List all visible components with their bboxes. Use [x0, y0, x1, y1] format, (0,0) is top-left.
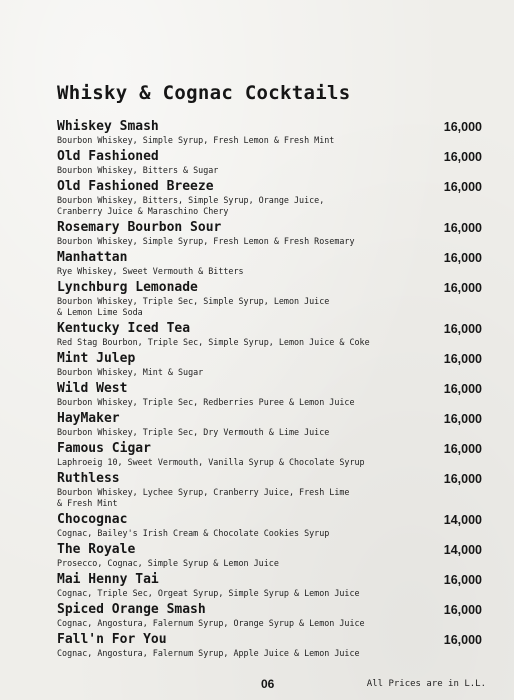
item-name: Manhattan	[57, 250, 128, 265]
item-name: HayMaker	[57, 411, 120, 426]
item-name: Spiced Orange Smash	[57, 602, 206, 617]
cocktail-list	[57, 118, 482, 661]
item-name: Kentucky Iced Tea	[57, 321, 191, 336]
page-number: 06	[261, 677, 275, 691]
item-description: & Fresh Mint	[57, 498, 118, 508]
item-price: 16,000	[443, 603, 482, 617]
item-description: Cranberry Juice & Maraschino Chery	[57, 206, 229, 216]
menu-item	[57, 249, 482, 277]
item-name: Old Fashioned Breeze	[57, 179, 214, 194]
item-description: Bourbon Whiskey, Triple Sec, Simple Syrup, Lemon Juice	[57, 296, 330, 306]
item-description: Cognac, Triple Sec, Orgeat Syrup, Simple Syrup & Lemon Juice	[57, 588, 360, 598]
item-description: Bourbon Whiskey, Simple Syrup, Fresh Lemon & Fresh Rosemary	[57, 236, 355, 246]
menu-item	[57, 380, 482, 408]
menu-item	[57, 148, 482, 176]
item-price: 16,000	[443, 221, 482, 235]
item-description: Bourbon Whiskey, Mint & Sugar	[57, 367, 204, 377]
price-note: All Prices are in L.L.	[366, 679, 486, 689]
item-name: Chocognac	[57, 512, 128, 527]
item-description: Bourbon Whiskey, Lychee Syrup, Cranberry Juice, Fresh Lime	[57, 487, 350, 497]
item-description: Red Stag Bourbon, Triple Sec, Simple Syrup, Lemon Juice & Coke	[57, 337, 370, 347]
item-description: Rye Whiskey, Sweet Vermouth & Bitters	[57, 266, 244, 276]
menu-item	[57, 350, 482, 378]
menu-item	[57, 219, 482, 247]
item-description: Bourbon Whiskey, Simple Syrup, Fresh Lemon & Fresh Mint	[57, 135, 335, 145]
item-price: 16,000	[443, 442, 482, 456]
menu-item	[57, 410, 482, 438]
item-price: 16,000	[443, 120, 482, 134]
menu-item	[57, 541, 482, 569]
item-price: 16,000	[443, 180, 482, 194]
item-price: 16,000	[443, 472, 482, 486]
item-price: 16,000	[443, 322, 482, 336]
item-price: 16,000	[443, 412, 482, 426]
item-price: 14,000	[443, 513, 482, 527]
item-price: 16,000	[443, 150, 482, 164]
item-description: Bourbon Whiskey, Bitters, Simple Syrup, Orange Juice,	[57, 195, 325, 205]
item-description: Prosecco, Cognac, Simple Syrup & Lemon Juice	[57, 558, 279, 568]
item-price: 16,000	[443, 382, 482, 396]
item-description: & Lemon Lime Soda	[57, 307, 143, 317]
item-name: Fall'n For You	[57, 632, 167, 647]
item-description: Cognac, Angostura, Falernum Syrup, Orange Syrup & Lemon Juice	[57, 618, 365, 628]
item-name: The Royale	[57, 542, 136, 557]
menu-item	[57, 631, 482, 659]
item-name: Wild West	[57, 381, 128, 396]
item-description: Laphroeig 10, Sweet Vermouth, Vanilla Syrup & Chocolate Syrup	[57, 457, 365, 467]
menu-item	[57, 440, 482, 468]
item-name: Mai Henny Tai	[57, 572, 159, 587]
item-description: Bourbon Whiskey, Triple Sec, Redberries Puree & Lemon Juice	[57, 397, 355, 407]
item-price: 16,000	[443, 251, 482, 265]
item-name: Lynchburg Lemonade	[57, 280, 198, 295]
menu-item	[57, 178, 482, 217]
item-price: 16,000	[443, 633, 482, 647]
menu-item	[57, 571, 482, 599]
menu-item	[57, 470, 482, 509]
item-description: Cognac, Bailey's Irish Cream & Chocolate Cookies Syrup	[57, 528, 330, 538]
menu-item	[57, 279, 482, 318]
item-price: 16,000	[443, 352, 482, 366]
item-name: Old Fashioned	[57, 149, 159, 164]
item-name: Ruthless	[57, 471, 120, 486]
item-description: Bourbon Whiskey, Triple Sec, Dry Vermouth & Lime Juice	[57, 427, 330, 437]
item-name: Mint Julep	[57, 351, 136, 366]
section-title: Whisky & Cognac Cocktails	[57, 82, 351, 104]
item-price: 16,000	[443, 573, 482, 587]
menu-item	[57, 320, 482, 348]
item-name: Whiskey Smash	[57, 119, 159, 134]
item-name: Famous Cigar	[57, 441, 151, 456]
menu-item	[57, 511, 482, 539]
menu-item	[57, 601, 482, 629]
item-description: Bourbon Whiskey, Bitters & Sugar	[57, 165, 219, 175]
item-name: Rosemary Bourbon Sour	[57, 220, 222, 235]
item-description: Cognac, Angostura, Falernum Syrup, Apple Juice & Lemon Juice	[57, 648, 360, 658]
item-price: 16,000	[443, 281, 482, 295]
item-price: 14,000	[443, 543, 482, 557]
menu-item	[57, 118, 482, 146]
